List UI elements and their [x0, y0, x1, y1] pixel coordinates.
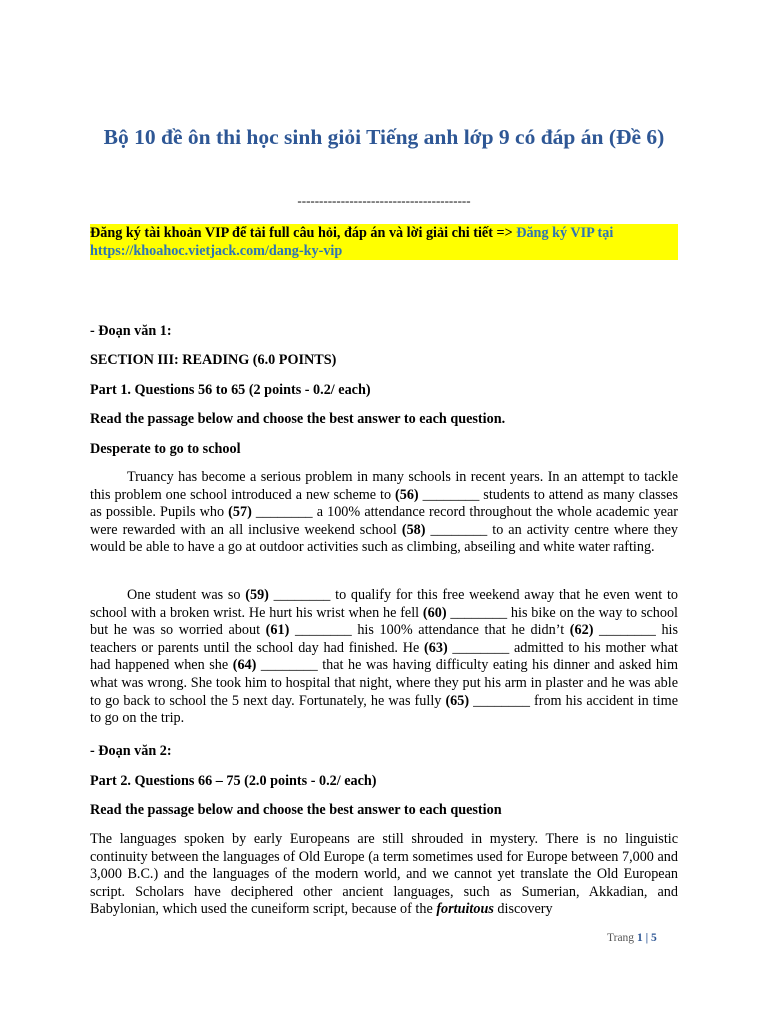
- passage-text: ________ to an activity centre where they would be able to have a go at outdoor activities such as climbing, abseiling and white water rafting.: [90, 521, 678, 556]
- passage-title: Desperate to go to school: [90, 441, 241, 457]
- question-number: (62): [569, 622, 594, 639]
- passage-text: ________ admitted to his mother what had happened when she: [90, 639, 678, 674]
- question-number: (60): [422, 604, 447, 621]
- question-number: (56): [395, 486, 419, 503]
- vip-link[interactable]: Đăng ký VIP tại https://khoahoc.vietjack.com/dang-ky-vip: [90, 225, 614, 259]
- passage1-paragraph1: [90, 469, 678, 557]
- passage-text: ________ that he was having difficulty eating his dinner and asked him what was wrong. She took him to hospital that night, where they put his arm in plaster and he was able to go back to school the 5 next day. Fortunately, he was fully: [90, 657, 678, 709]
- question-number: (64): [232, 657, 257, 674]
- question-number: (65): [445, 692, 470, 709]
- passage-text: ________ from his accident in time to go on the trip.: [90, 692, 679, 727]
- part1-title: Part 1. Questions 56 to 65 (2 points - 0.2/ each): [90, 382, 371, 398]
- section1-heading: - Đoạn văn 1:: [90, 323, 172, 339]
- part2-title: Part 2. Questions 66 – 75 (2.0 points - 0.2/ each): [90, 773, 377, 789]
- question-number: (59): [245, 587, 269, 603]
- question-number: (63): [424, 639, 448, 656]
- question-number: (61): [265, 622, 290, 639]
- passage-text: Truancy has become a serious problem in many schools in recent years. In an attempt to tackle this problem one school introduced a new scheme to: [90, 469, 678, 503]
- part2-instruction: Read the passage below and choose the best answer to each question: [90, 802, 502, 818]
- passage-text: ________ to qualify for this free weekend away that he even went to school with a broken wrist. He hurt his wrist when he fell: [90, 587, 678, 621]
- passage-text: ________ his teachers or parents until the school day had finished. He: [90, 622, 679, 656]
- passage-text: The languages spoken by early Europeans are still shrouded in mystery. There is no linguistic continuity between the languages of Old Europe (a term sometimes used for Europe between 7,000 and 3,000 B.C.) and the languages of the modern world, and we cannot yet translate the Old European script. Scholars have deciphered other ancient languages, such as Sumerian, Akkadian, and Babylonian, which used the cuneiform script, because of the: [90, 831, 678, 918]
- vip-text: Đăng ký tài khoản VIP để tải full câu hỏi, đáp án và lời giải chi tiết =>: [90, 225, 517, 241]
- section2-heading: - Đoạn văn 2:: [90, 743, 172, 759]
- part1-instruction: Read the passage below and choose the best answer to each question.: [90, 411, 506, 427]
- passage-text: ________ a 100% attendance record throughout the whole academic year were rewarded with an all inclusive weekend school: [90, 504, 678, 538]
- question-number: fortuitous: [436, 901, 494, 918]
- passage-text: ________ students to attend as many classes as possible. Pupils who: [90, 486, 678, 521]
- footer-total-pages: 5: [650, 932, 657, 944]
- passage-text: discovery: [493, 901, 553, 918]
- footer-page-number: 1: [636, 932, 643, 944]
- passage-text: ________ his bike on the way to school but he was so worried about: [90, 604, 678, 639]
- passage1-paragraph2: [90, 587, 678, 728]
- question-number: (57): [228, 504, 252, 521]
- passage-text: ________ his 100% attendance that he didn’t: [289, 622, 570, 639]
- passage-text: One student was so: [127, 587, 246, 603]
- vip-banner: [90, 224, 678, 260]
- question-number: (58): [401, 521, 426, 538]
- passage2-paragraph1: [90, 831, 678, 919]
- separator-line: ----------------------------------------: [297, 193, 471, 208]
- footer-separator: |: [642, 932, 651, 944]
- footer-prefix: Trang: [607, 932, 637, 944]
- page-footer: [607, 932, 657, 944]
- section-title: SECTION III: READING (6.0 POINTS): [90, 352, 337, 368]
- document-title: Bộ 10 đề ôn thi học sinh giỏi Tiếng anh lớp 9 có đáp án (Đề 6): [103, 125, 665, 149]
